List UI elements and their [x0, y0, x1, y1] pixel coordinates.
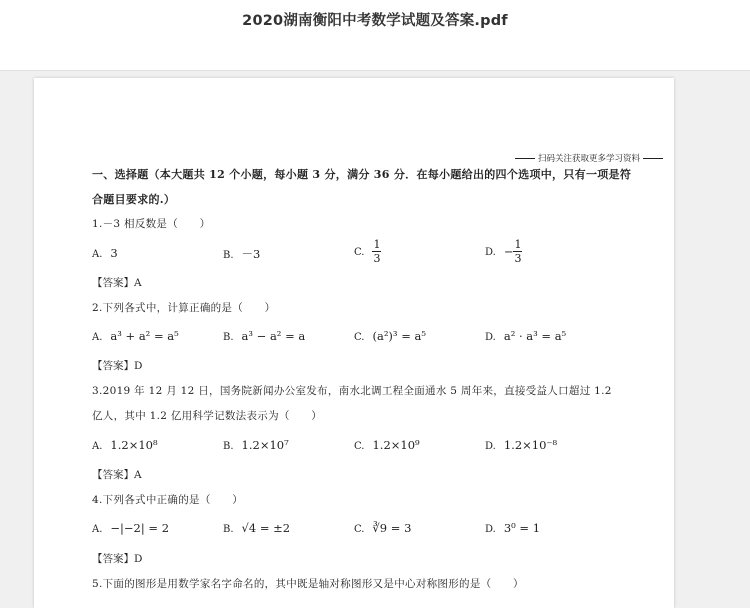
option-letter: B. [223, 524, 234, 535]
option-expression: −|−2| = 2 [110, 521, 170, 535]
option-letter: B. [223, 332, 234, 343]
option-letter: B. [223, 441, 234, 452]
option-letter: C. [354, 332, 365, 343]
question-3-stem-line1: 3.2019 年 12 月 12 日，国务院新闻办公室发布，南水北调工程全面通水 5 周年来，直接受益人口超过 1.2 [92, 385, 612, 397]
q3-option-c [354, 438, 420, 452]
section-heading-line2: 合题目要求的.） [92, 193, 176, 206]
q4-answer: 【答案】D [92, 553, 143, 565]
q4-option-c [354, 521, 411, 535]
option-expression: 1.2×10⁹ [372, 438, 420, 452]
q3-option-a [92, 438, 158, 452]
brand-banner [512, 152, 666, 164]
option-letter: D. [485, 332, 496, 343]
q1-option-a [92, 246, 118, 260]
fraction-denominator: 3 [373, 252, 381, 265]
option-letter: C. [354, 246, 365, 258]
document-title: 2020湖南衡阳中考数学试题及答案.pdf [242, 13, 508, 29]
fraction-denominator: 3 [514, 252, 522, 265]
option-letter: B. [223, 250, 234, 261]
option-letter: D. [485, 246, 496, 258]
q1-option-c [354, 238, 381, 265]
question-5-stem: 5.下面的图形是用数学家名字命名的，其中既是轴对称图形又是中心对称图形的是（ ） [92, 578, 524, 590]
option-value: 3 [110, 246, 118, 260]
option-letter: C. [354, 441, 365, 452]
option-expression: 1.2×10⁻⁸ [503, 438, 558, 452]
option-letter: A. [92, 332, 103, 343]
option-letter: D. [485, 441, 496, 452]
q2-option-d [485, 329, 566, 343]
q3-option-b [223, 438, 289, 452]
q4-option-b [223, 521, 290, 535]
question-4-stem: 4.下列各式中正确的是（ ） [92, 494, 244, 506]
option-expression: a³ + a² = a⁵ [110, 329, 179, 343]
fraction [372, 238, 381, 265]
fraction [513, 238, 522, 265]
q2-option-a [92, 329, 179, 343]
option-expression: 3⁰ = 1 [503, 521, 541, 535]
question-3-stem-line2: 亿人，其中 1.2 亿用科学记数法表示为（ ） [92, 410, 323, 422]
option-expression: √4 = ±2 [241, 521, 291, 535]
fraction-numerator: 1 [514, 238, 522, 251]
banner-rule-right [643, 158, 663, 159]
option-letter: C. [354, 524, 365, 535]
q1-option-b [223, 246, 260, 262]
q4-option-d [485, 521, 540, 535]
option-expression: (a²)³ = a⁵ [372, 329, 426, 343]
fraction-numerator: 1 [373, 238, 381, 251]
q2-option-c [354, 329, 426, 343]
option-value: －3 [241, 247, 261, 261]
option-letter: A. [92, 524, 103, 535]
q1-answer: 【答案】A [92, 277, 142, 289]
minus-sign: − [503, 244, 514, 259]
option-letter: A. [92, 249, 103, 260]
q3-answer: 【答案】A [92, 469, 142, 481]
option-expression: a³ − a² = a [241, 329, 306, 343]
section-heading-line1: 一、选择题（本大题共 12 个小题，每小题 3 分，满分 36 分．在每小题给出的四个选项中，只有一项是符 [92, 168, 632, 181]
brand-text: 扫码关注获取更多学习资料 [538, 154, 641, 164]
option-expression: ∛9 = 3 [372, 521, 412, 535]
option-expression: a² · a³ = a⁵ [503, 329, 567, 343]
pdf-page [34, 78, 674, 608]
q2-option-b [223, 329, 305, 343]
question-1-stem: 1.－3 相反数是（ ） [92, 218, 211, 230]
option-expression: 1.2×10⁸ [110, 438, 158, 452]
q1-option-d [485, 238, 522, 265]
question-2-stem: 2.下列各式中，计算正确的是（ ） [92, 302, 276, 314]
viewer-header [0, 0, 750, 71]
q2-answer: 【答案】D [92, 360, 143, 372]
q3-option-d [485, 438, 557, 452]
option-expression: 1.2×10⁷ [241, 438, 289, 452]
banner-rule-left [515, 158, 535, 159]
option-letter: D. [485, 524, 496, 535]
q4-option-a [92, 521, 169, 535]
option-letter: A. [92, 441, 103, 452]
